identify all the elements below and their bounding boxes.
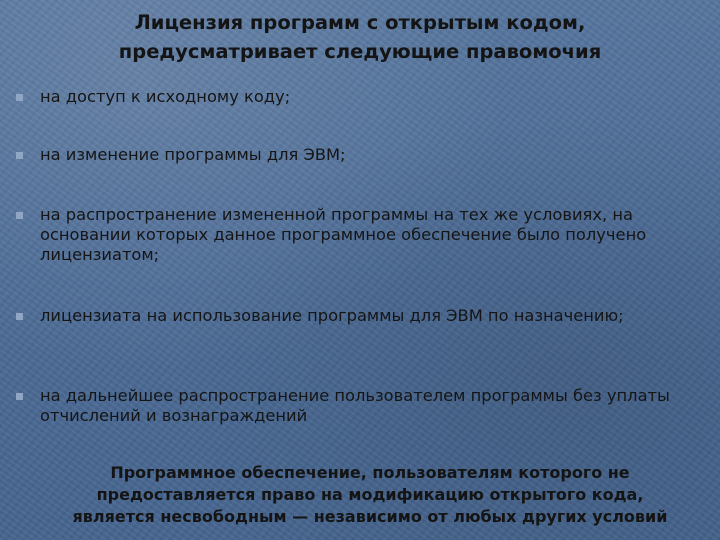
slide-title <box>40 8 680 66</box>
footer-note <box>30 462 710 528</box>
bullet-item <box>16 145 706 165</box>
bullet-square-icon <box>16 393 23 400</box>
footer-line-1: Программное обеспечение, пользователям которого не <box>110 463 630 482</box>
footer-line-2: предоставляется право на модификацию открытого кода, <box>96 485 644 504</box>
footer-line-3: является несвободным — независимо от любых других условий <box>72 507 668 526</box>
bullet-square-icon <box>16 94 23 101</box>
slide-title-line-2: предусматривает следующие правомочия <box>118 40 602 63</box>
bullet-item <box>16 386 706 426</box>
slide-title-line-1: Лицензия программ с открытым кодом, <box>134 11 586 34</box>
bullet-text: на распространение измененной программы на тех же условиях, на основании которых данное программное обеспечение было получено лицензиатом; <box>40 205 647 264</box>
bullet-item <box>16 306 706 326</box>
bullet-square-icon <box>16 152 23 159</box>
bullet-text: на изменение программы для ЭВМ; <box>40 145 346 164</box>
bullet-square-icon <box>16 313 23 320</box>
bullet-item <box>16 87 706 107</box>
bullet-square-icon <box>16 212 23 219</box>
bullet-text: на дальнейшее распространение пользователем программы без уплаты отчислений и вознаграждений <box>40 386 670 425</box>
bullet-text: лицензиата на использование программы для ЭВМ по назначению; <box>40 306 624 325</box>
bullet-item <box>16 205 706 265</box>
bullet-text: на доступ к исходному коду; <box>40 87 291 106</box>
